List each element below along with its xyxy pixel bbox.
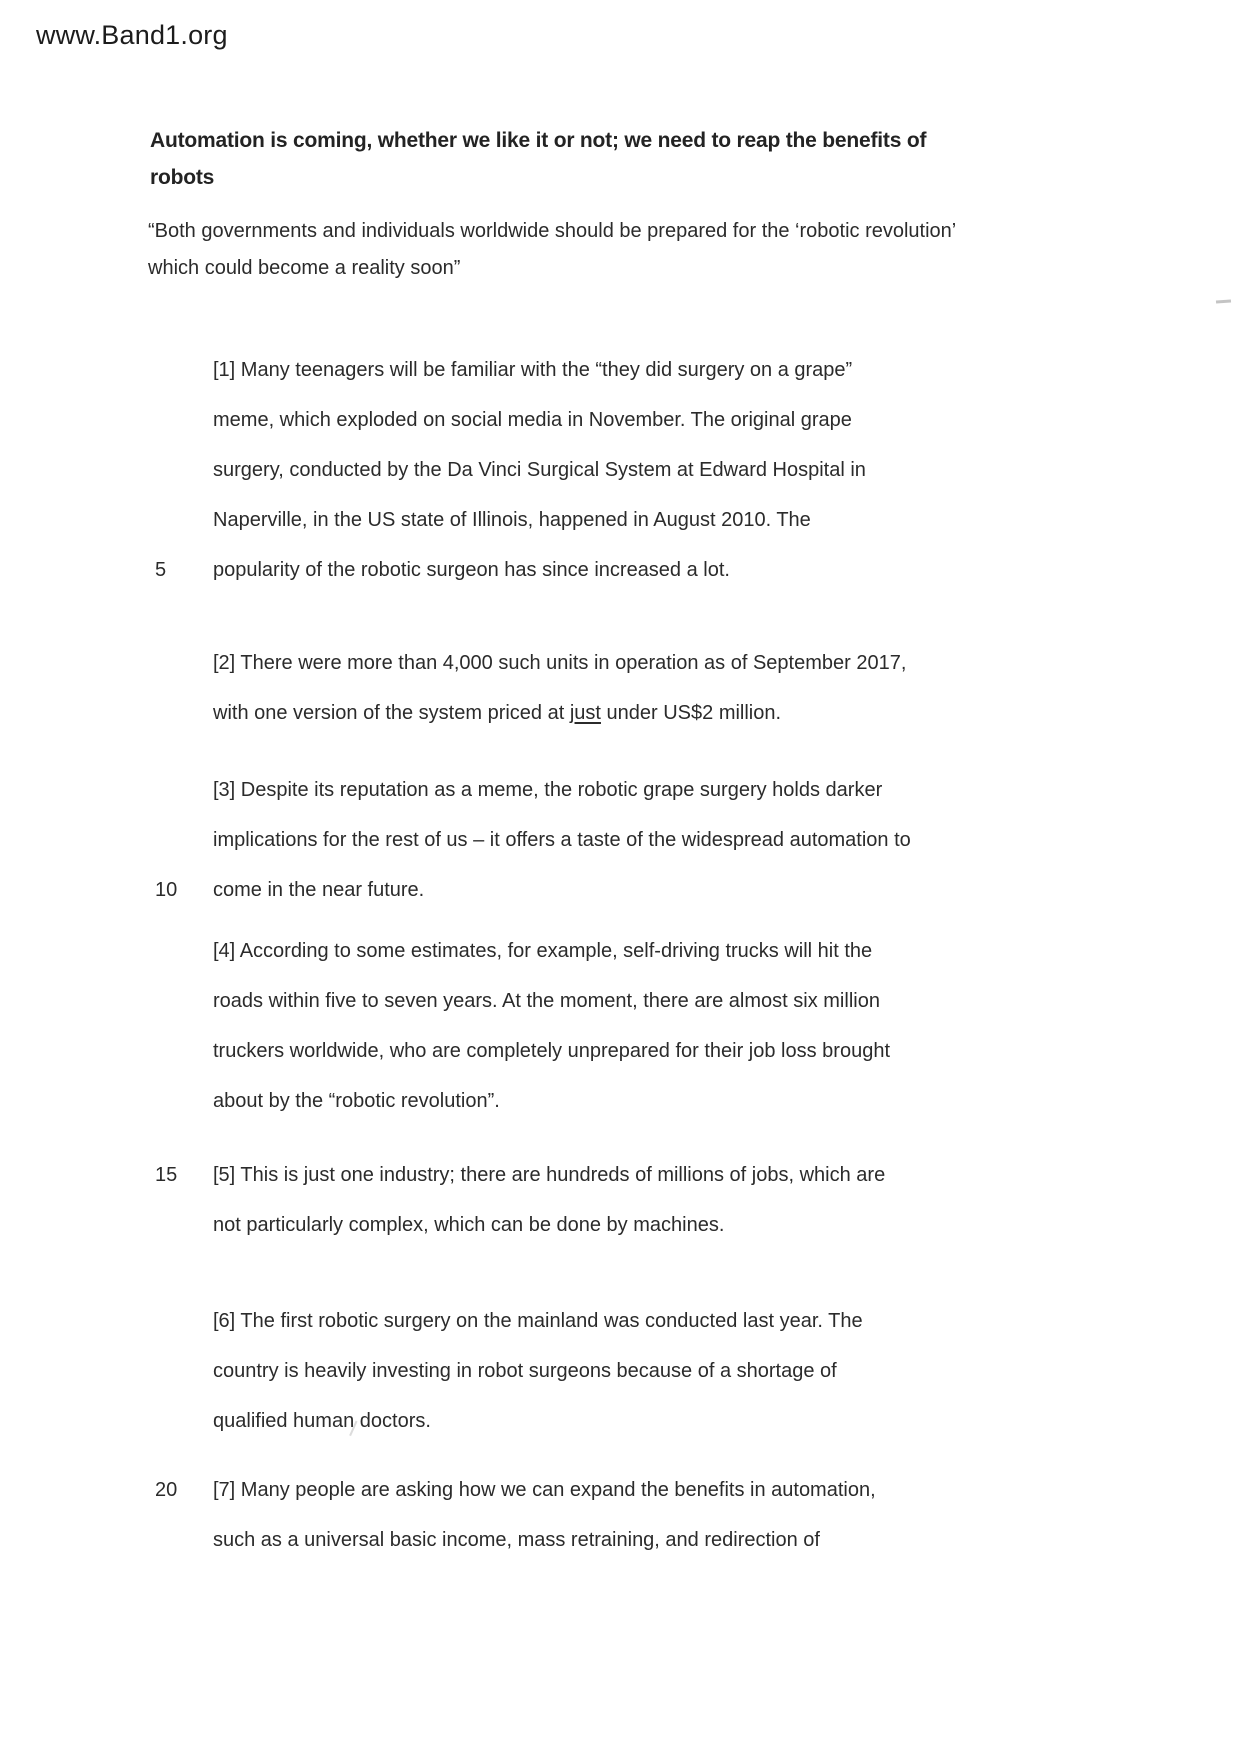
paragraph-line: popularity of the robotic surgeon has since increased a lot. <box>213 559 730 581</box>
paragraph-line: [1] Many teenagers will be familiar with the “they did surgery on a grape” <box>213 359 853 381</box>
paragraph-line: come in the near future. <box>213 879 425 901</box>
paragraph-1 <box>213 345 1093 595</box>
paragraph-line-with-underline <box>213 688 1093 738</box>
paragraph-line: implications for the rest of us – it offers a taste of the widespread automation to <box>213 829 911 851</box>
paragraph-5 <box>213 1150 1093 1250</box>
paragraph-4 <box>213 926 1093 1126</box>
paragraph-line: surgery, conducted by the Da Vinci Surgical System at Edward Hospital in <box>213 459 866 481</box>
paragraph-7 <box>213 1465 1093 1565</box>
margin-line-number-10: 10 <box>155 879 178 901</box>
paragraph-line: not particularly complex, which can be done by machines. <box>213 1214 725 1236</box>
margin-line-number-5: 5 <box>155 559 167 581</box>
article-title-line: Automation is coming, whether we like it or not; we need to reap the benefits of <box>150 129 927 152</box>
text-segment: with one version of the system priced at <box>213 702 570 724</box>
article-quote <box>148 213 1108 287</box>
paragraph-line: Naperville, in the US state of Illinois, happened in August 2010. The <box>213 509 811 531</box>
margin-line-number-20: 20 <box>155 1479 178 1501</box>
paragraph-line: meme, which exploded on social media in November. The original grape <box>213 409 852 431</box>
underlined-word: just <box>569 702 601 724</box>
paragraph-line: truckers worldwide, who are completely unprepared for their job loss brought <box>213 1040 891 1062</box>
paragraph-line: roads within five to seven years. At the moment, there are almost six million <box>213 990 880 1012</box>
site-url-text: www.Band1.org <box>36 20 228 50</box>
article-title-line: robots <box>150 166 215 189</box>
article-title <box>150 122 1090 196</box>
paragraph-line: [5] This is just one industry; there are hundreds of millions of jobs, which are <box>213 1164 886 1186</box>
paragraph-line: qualified human doctors. <box>213 1410 431 1432</box>
paragraph-line: [7] Many people are asking how we can expand the benefits in automation, <box>213 1479 876 1501</box>
paragraph-3 <box>213 765 1093 915</box>
paragraph-line: [3] Despite its reputation as a meme, the robotic grape surgery holds darker <box>213 779 883 801</box>
text-segment: under US$2 million. <box>600 702 782 724</box>
article-quote-line: “Both governments and individuals worldwide should be prepared for the ‘robotic revolution’ <box>148 220 957 242</box>
paragraph-line: country is heavily investing in robot surgeons because of a shortage of <box>213 1360 837 1382</box>
paragraph-6 <box>213 1296 1093 1446</box>
scan-artifact-dash <box>1216 299 1231 303</box>
margin-line-number-15: 15 <box>155 1164 178 1186</box>
paragraph-2 <box>213 638 1093 738</box>
paragraph-line: about by the “robotic revolution”. <box>213 1090 500 1112</box>
article-quote-line: which could become a reality soon” <box>148 257 461 279</box>
paragraph-line: [2] There were more than 4,000 such units in operation as of September 2017, <box>213 652 907 674</box>
paragraph-line: [6] The first robotic surgery on the mainland was conducted last year. The <box>213 1310 863 1332</box>
paragraph-line: [4] According to some estimates, for example, self-driving trucks will hit the <box>213 940 873 962</box>
paragraph-line: such as a universal basic income, mass retraining, and redirection of <box>213 1529 820 1551</box>
